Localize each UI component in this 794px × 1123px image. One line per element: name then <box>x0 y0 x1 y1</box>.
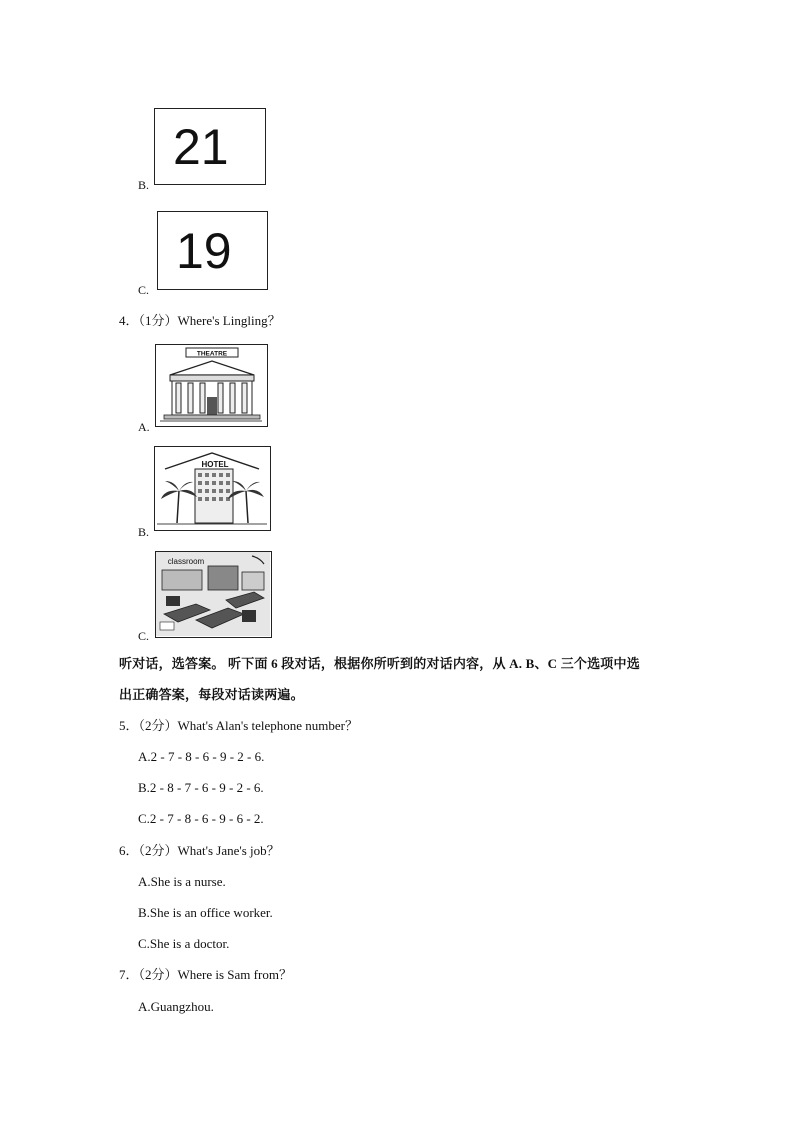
classroom-sign: classroom <box>167 557 205 566</box>
q4-option-a-letter: A. <box>138 420 150 434</box>
q6-option-a: A.She is a nurse. <box>138 874 226 889</box>
q6-option-b: B.She is an office worker. <box>138 905 273 920</box>
theatre-icon <box>156 345 266 425</box>
q6-option-c: C.She is a doctor. <box>138 936 230 951</box>
question-5: 5．（2分）What's Alan's telephone number？ <box>119 718 359 733</box>
theatre-picture <box>155 344 268 427</box>
classroom-icon <box>156 552 270 636</box>
theatre-sign: THEATRE <box>196 350 228 358</box>
question-6: 6．（2分）What's Jane's job？ <box>119 843 280 858</box>
number-card-21 <box>154 108 266 185</box>
option-c-letter: C. <box>138 283 150 297</box>
q5-option-b: B.2 - 8 - 7 - 6 - 9 - 2 - 6. <box>138 780 264 795</box>
hotel-sign: HOTEL <box>201 460 229 469</box>
q5-option-a: A.2 - 7 - 8 - 6 - 9 - 2 - 6. <box>138 749 265 764</box>
q7-option-a: A.Guangzhou. <box>138 999 214 1014</box>
number-21: 21 <box>173 118 229 175</box>
number-card-19 <box>157 211 268 290</box>
question-4: 4．（1分）Where's Lingling？ <box>119 313 281 328</box>
hotel-picture <box>154 446 271 531</box>
option-b-letter: B. <box>138 178 150 192</box>
q4-option-c-letter: C. <box>138 629 150 643</box>
classroom-picture <box>155 551 272 638</box>
number-19: 19 <box>176 222 232 279</box>
q5-option-c: C.2 - 7 - 8 - 6 - 9 - 6 - 2. <box>138 811 264 826</box>
question-7: 7．（2分）Where is Sam from？ <box>119 967 292 982</box>
q4-option-b-letter: B. <box>138 525 150 539</box>
section-instruction-line-1: 听对话，选答案。 听下面 6 段对话，根据你所听到的对话内容，从 A. B、C 三个选项中选 <box>119 656 640 671</box>
section-instruction-line-2: 出正确答案，每段对话读两遍。 <box>119 687 304 702</box>
hotel-icon <box>155 447 269 529</box>
